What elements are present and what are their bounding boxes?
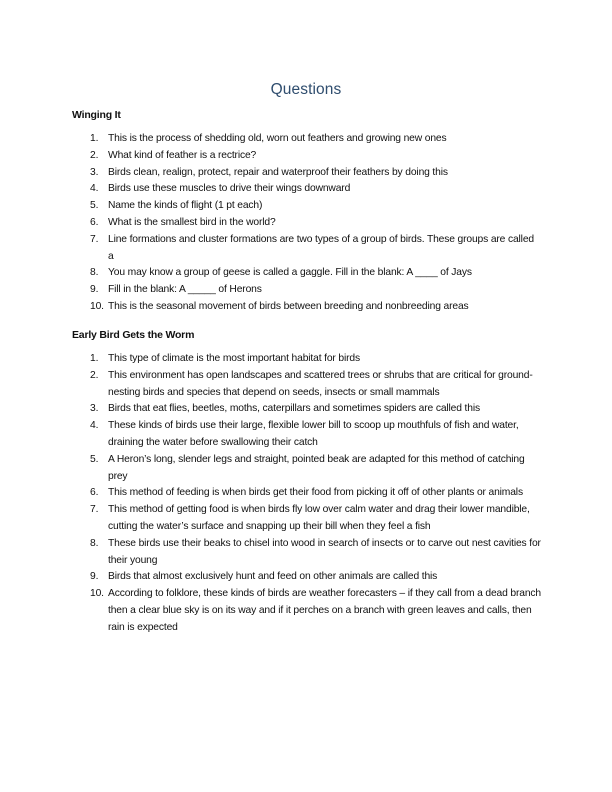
question-item: [72, 536, 542, 570]
question-text: Birds use these muscles to drive their wings downward: [108, 183, 351, 195]
question-number: 9.: [90, 284, 99, 296]
question-number: 8.: [90, 267, 99, 279]
question-item: [72, 351, 542, 368]
question-number: 6.: [90, 216, 99, 228]
question-number: 2.: [90, 369, 99, 381]
question-number: 3.: [90, 403, 99, 415]
question-item: [72, 181, 542, 198]
question-number: 8.: [90, 537, 99, 549]
question-text: What kind of feather is a rectrice?: [108, 149, 257, 161]
question-number: 9.: [90, 571, 99, 583]
question-number: 10.: [90, 300, 104, 312]
question-text: These kinds of birds use their large, flexible lower bill to scoop up mouthfuls of fish and water, draining the water before swallowing their catch: [108, 420, 519, 448]
question-number: 5.: [90, 200, 99, 212]
question-number: 2.: [90, 149, 99, 161]
page-title: Questions: [270, 81, 342, 98]
question-text: Name the kinds of flight (1 pt each): [108, 200, 263, 212]
question-item: [72, 401, 542, 418]
question-number: 6.: [90, 487, 99, 499]
question-number: 4.: [90, 183, 99, 195]
question-item: [72, 215, 542, 232]
question-item: [72, 198, 542, 215]
question-text: A Heron’s long, slender legs and straight, pointed beak are adapted for this method of catching prey: [108, 453, 525, 482]
question-text: This method of getting food is when birds fly low over calm water and drag their lower mandible, cutting the water’s surface and snapping up their bill when they feel a fish: [108, 504, 530, 532]
section-heading-winging-it: Winging It: [72, 109, 121, 121]
question-number: 3.: [90, 166, 99, 178]
question-item: [72, 452, 542, 486]
question-number: 7.: [90, 233, 99, 245]
question-text: Birds that eat flies, beetles, moths, caterpillars and sometimes spiders are called this: [108, 403, 480, 415]
question-item: [72, 485, 542, 502]
question-item: [72, 165, 542, 182]
question-item: [72, 569, 542, 586]
question-item: [72, 131, 542, 148]
question-text: Birds that almost exclusively hunt and feed on other animals are called this: [108, 571, 438, 583]
question-list-winging-it: [72, 131, 542, 316]
question-number: 7.: [90, 504, 99, 516]
question-number: 10.: [90, 588, 104, 600]
question-item: [72, 282, 542, 299]
question-number: 1.: [90, 353, 99, 364]
question-item: [72, 586, 542, 636]
question-text: This type of climate is the most important habitat for birds: [108, 353, 360, 364]
question-text: This is the process of shedding old, worn out feathers and growing new ones: [108, 133, 447, 144]
question-text: Birds clean, realign, protect, repair and waterproof their feathers by doing this: [108, 166, 448, 178]
question-list-early-bird: [72, 351, 542, 637]
question-item: [72, 232, 542, 266]
question-text: According to folklore, these kinds of birds are weather forecasters – if they call from a dead branch then a clear blue sky is on its way and if it perches on a branch with green leaves and calls, then rain is expected: [108, 588, 541, 633]
section-heading-early-bird: Early Bird Gets the Worm: [72, 329, 195, 341]
question-item: [72, 368, 542, 402]
question-text: You may know a group of geese is called a gaggle. Fill in the blank: A ____ of Jays: [108, 267, 472, 279]
question-item: [72, 265, 542, 282]
question-number: 5.: [90, 453, 99, 465]
question-number: 4.: [90, 420, 99, 432]
question-item: [72, 502, 542, 536]
question-number: 1.: [90, 133, 99, 144]
question-text: What is the smallest bird in the world?: [108, 216, 276, 228]
question-item: [72, 299, 542, 316]
question-text: This is the seasonal movement of birds between breeding and nonbreeding areas: [108, 300, 469, 312]
question-text: This environment has open landscapes and scattered trees or shrubs that are critical for ground-nesting birds and species that depend on seeds, insects or small mammals: [108, 369, 533, 398]
question-text: Line formations and cluster formations are two types of a group of birds. These groups are called a: [108, 233, 534, 262]
question-text: These birds use their beaks to chisel into wood in search of insects or to carve out nest cavities for their young: [108, 537, 541, 566]
question-item: [72, 418, 542, 452]
question-text: Fill in the blank: A _____ of Herons: [108, 284, 262, 296]
question-item: [72, 148, 542, 165]
question-text: This method of feeding is when birds get their food from picking it off of other plants or animals: [108, 487, 523, 499]
